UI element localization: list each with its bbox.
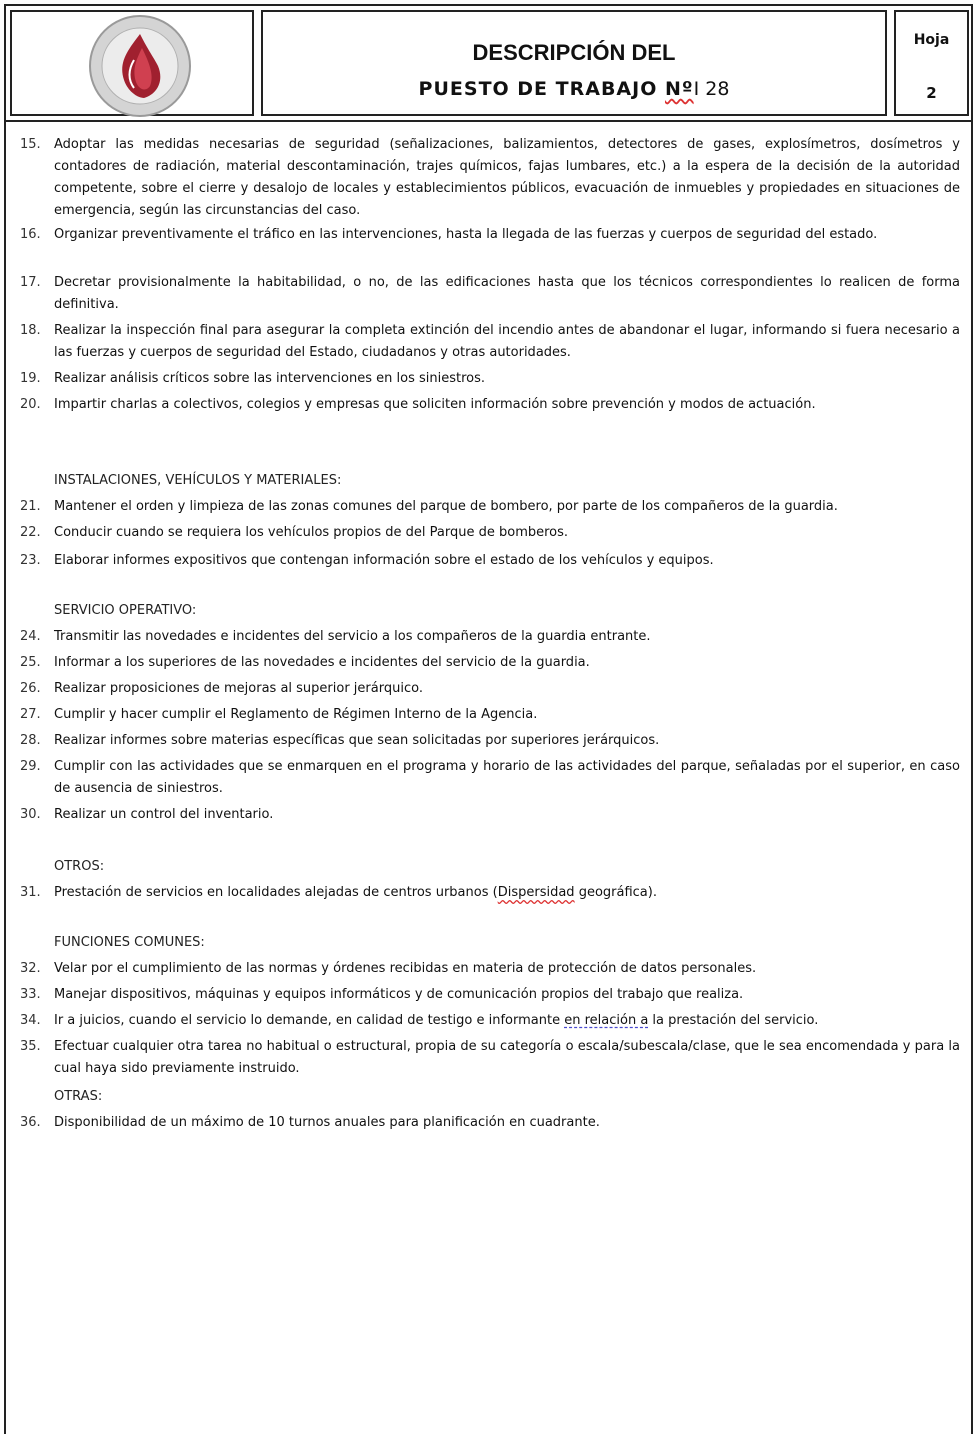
item-number: 25. [20,655,41,670]
item-number: 20. [20,397,41,412]
item-text [54,882,960,904]
section-heading: OTROS: [54,859,105,874]
item-number: 31. [20,885,41,900]
title-number-sign: Nº [664,78,694,100]
sheet-cell [894,10,969,116]
item-text: Realizar la inspección final para asegurar la completa extinción del incendio antes de abandonar el lugar, informando si fuera necesario a las fuerzas y cuerpos de seguridad del Estado, ciudadanos y otras autoridades. [54,323,960,360]
item-text: Realizar análisis críticos sobre las intervenciones en los siniestros. [54,371,485,386]
item-text: Realizar proposiciones de mejoras al superior jerárquico. [54,681,423,696]
item-number: 26. [20,681,41,696]
item-text: Cumplir y hacer cumplir el Reglamento de Régimen Interno de la Agencia. [54,707,538,722]
item-number: 32. [20,961,41,976]
item-number: 24. [20,629,41,644]
item-text: Informar a los superiores de las novedades e incidentes del servicio de la guardia. [54,655,590,670]
item-text: Organizar preventivamente el tráfico en las intervenciones, hasta la llegada de las fuerzas y cuerpos de seguridad del estado. [54,227,878,242]
item-number: 21. [20,499,41,514]
item-text: Elaborar informes expositivos que contengan información sobre el estado de los vehículos y equipos. [54,553,714,568]
section-heading: FUNCIONES COMUNES: [54,935,205,950]
item-text: Mantener el orden y limpieza de las zonas comunes del parque de bombero, por parte de los compañeros de la guardia. [54,499,838,514]
item-number: 17. [20,275,41,290]
item-number: 23. [20,553,41,568]
item-text: Velar por el cumplimiento de las normas y órdenes recibidas en materia de protección de datos personales. [54,961,757,976]
left-border [4,122,6,1434]
item-number: 34. [20,1013,41,1028]
document-title-line2 [263,78,885,100]
sheet-label: Hoja [913,32,950,48]
item-number: 29. [20,759,41,774]
title-cell [261,10,887,116]
item-number: 36. [20,1115,41,1130]
item-number: 28. [20,733,41,748]
section-heading: SERVICIO OPERATIVO: [54,603,197,618]
item-number: 22. [20,525,41,540]
item-text-part: geográfica). [574,885,657,900]
item-text: Realizar informes sobre materias específicas que sean solicitadas por superiores jerárquicos. [54,733,660,748]
fire-flame-seal-icon [84,14,196,118]
item-text-part: Prestación de servicios en localidades alejadas de centros urbanos ( [54,885,498,900]
item-number: 15. [20,137,41,152]
item-text: Disponibilidad de un máximo de 10 turnos anuales para planificación en cuadrante. [54,1115,600,1130]
item-number: 27. [20,707,41,722]
title-prefix: PUESTO DE TRABAJO [418,78,665,100]
item-text: Decretar provisionalmente la habitabilidad, o no, de las edificaciones hasta que los técnicos correspondientes lo realicen de forma definitiva. [54,275,960,312]
item-text: Adoptar las medidas necesarias de seguridad (señalizaciones, balizamientos, detectores de gases, explosímetros, dosímetros y contadores de radiación, material descontaminación, trajes químicos, fajas lumbares, etc.) a la espera de la decisión de la autoridad competente, sobre el cierre y desalojo de locales y establecimientos públicos, evacuación de inmuebles y propiedades en situaciones de emergencia, según las circunstancias del caso. [54,137,960,218]
item-text [54,1010,960,1032]
document-title-line1: DESCRIPCIÓN DEL [472,40,676,65]
item-text: Cumplir con las actividades que se enmarquen en el programa y horario de las actividades del parque, señaladas por el superior, en caso de ausencia de siniestros. [54,759,960,796]
sheet-number: 2 [926,84,937,102]
item-text: Realizar un control del inventario. [54,807,274,822]
section-heading: INSTALACIONES, VEHÍCULOS Y MATERIALES: [54,473,342,488]
section-heading: OTRAS: [54,1089,103,1104]
item-text-part: la prestación del servicio. [648,1013,819,1028]
item-number: 18. [20,323,41,338]
item-text: Conducir cuando se requiera los vehículos propios de del Parque de bomberos. [54,525,569,540]
grammar-flagged-phrase: en relación a [564,1013,649,1028]
spelling-flagged-word: Dispersidad [497,885,575,900]
right-border [971,122,973,1434]
item-number: 30. [20,807,41,822]
item-number: 35. [20,1039,41,1054]
item-text: Impartir charlas a colectivos, colegios y empresas que soliciten información sobre prevención y modos de actuación. [54,397,816,412]
item-text: Manejar dispositivos, máquinas y equipos informáticos y de comunicación propios del trabajo que realiza. [54,987,744,1002]
item-text: Transmitir las novedades e incidentes del servicio a los compañeros de la guardia entrante. [54,629,651,644]
item-number: 33. [20,987,41,1002]
item-text-part: Ir a juicios, cuando el servicio lo demande, en calidad de testigo e informante [54,1013,565,1028]
job-post-number: I 28 [693,78,730,100]
item-text: Efectuar cualquier otra tarea no habitual o estructural, propia de su categoría o escala/subescala/clase, que le sea encomendada y para la cual haya sido previamente instruido. [54,1039,960,1076]
logo-cell [10,10,254,116]
item-number: 16. [20,227,41,242]
item-number: 19. [20,371,41,386]
document-header [4,4,973,122]
